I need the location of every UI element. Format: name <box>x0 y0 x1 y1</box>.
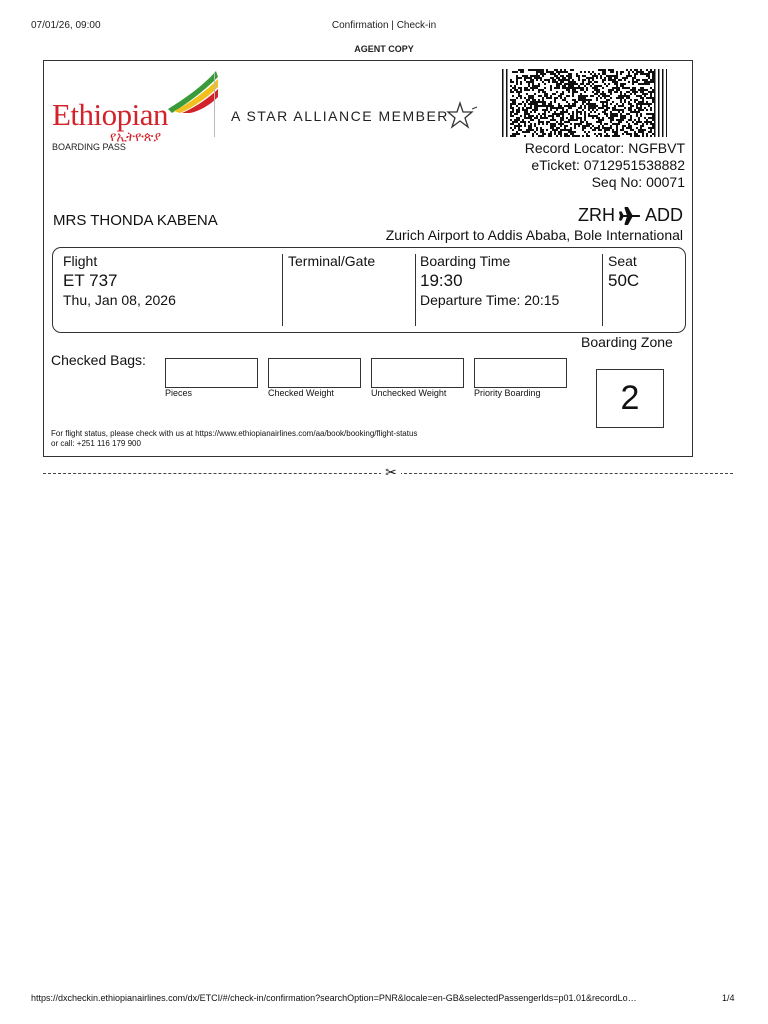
record-locator: Record Locator: NGFBVT <box>524 140 685 156</box>
seat-label: Seat <box>608 253 637 269</box>
flight-status-note <box>51 429 417 449</box>
call-note: or call: +251 116 179 900 <box>51 439 141 448</box>
priority-boarding-box <box>474 358 567 388</box>
checked-bags-label: Checked Bags: <box>51 352 146 368</box>
flight-details <box>52 247 686 333</box>
star-alliance-icon <box>444 101 478 129</box>
seat-number: 50C <box>608 271 640 290</box>
origin-code: ZRH <box>577 205 615 225</box>
divider <box>282 254 283 326</box>
flight-number: ET 737 <box>63 271 118 290</box>
checked-weight-box <box>268 358 361 388</box>
boarding-zone-value: 2 <box>620 379 640 417</box>
logo-divider <box>214 73 215 137</box>
airplane-icon <box>619 207 641 225</box>
airline-tail-icon <box>164 69 220 113</box>
boarding-time-label: Boarding Time <box>420 253 511 269</box>
status-url-note: For flight status, please check with us at https://www.ethiopianairlines.com/aa/book/booking/flight-status <box>51 429 418 438</box>
barcode <box>502 69 667 137</box>
flight-label: Flight <box>63 253 98 269</box>
pieces-label: Pieces <box>165 388 193 398</box>
route-full: Zurich Airport to Addis Ababa, Bole International <box>385 227 683 243</box>
unchecked-weight-label: Unchecked Weight <box>371 388 447 398</box>
airline-name: Ethiopian <box>52 97 169 132</box>
boarding-pass <box>43 60 693 457</box>
alliance-label: A STAR ALLIANCE MEMBER <box>231 108 449 124</box>
departure-time: Departure Time: 20:15 <box>420 292 560 308</box>
route-codes <box>578 205 683 226</box>
scissors-icon: ✂ <box>381 464 401 482</box>
priority-boarding-label: Priority Boarding <box>474 388 541 398</box>
boarding-time: 19:30 <box>420 271 463 290</box>
destination-code: ADD <box>644 205 683 225</box>
print-datetime: 07/01/26, 09:00 <box>31 20 101 31</box>
airline-name-amharic: የኢትዮጵያ <box>110 129 162 144</box>
eticket-number: eTicket: 0712951538882 <box>531 157 685 173</box>
pieces-box <box>165 358 258 388</box>
terminal-gate-label: Terminal/Gate <box>288 253 376 269</box>
boarding-zone-label: Boarding Zone <box>581 334 673 350</box>
page-number: 1/4 <box>722 993 735 1003</box>
divider <box>602 254 603 326</box>
page-url: https://dxcheckin.ethiopianairlines.com/dx/ETCI/#/check-in/confirmation?searchOption=PNR&locale=en-GB&selectedPassengerIds=p01.01&recordLo… <box>31 993 637 1003</box>
record-info <box>385 140 685 191</box>
page-title: Confirmation | Check-in <box>331 20 437 31</box>
passenger-name: MRS THONDA KABENA <box>53 212 218 229</box>
unchecked-weight-box <box>371 358 464 388</box>
boarding-zone-box <box>596 369 664 428</box>
checked-weight-label: Checked Weight <box>268 388 334 398</box>
divider <box>415 254 416 326</box>
document-type: BOARDING PASS <box>52 142 126 152</box>
flight-date: Thu, Jan 08, 2026 <box>63 292 176 308</box>
sequence-number: Seq No: 00071 <box>591 174 685 190</box>
airline-logo <box>52 69 212 145</box>
copy-label: AGENT COPY <box>354 44 414 54</box>
